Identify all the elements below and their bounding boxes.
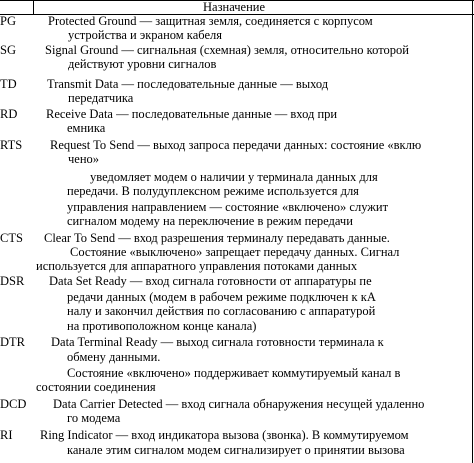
signal-description-line: Data Carrier Detected — вход сигнала обнаружения несущей удаленно (53, 397, 425, 411)
signal-description-line: Ring Indicator — вход индикатора вызова (звонка). В коммутируемом (40, 428, 409, 442)
signal-code: TD (0, 77, 17, 91)
signal-description-line: обмену данными. (67, 350, 161, 364)
signal-description-line: действуют уровни сигналов (68, 57, 217, 71)
signal-code: DCD (0, 397, 27, 411)
signal-description-line: Protected Ground — защитная земля, соединяется с корпусом (48, 14, 373, 28)
signal-description-line: передатчика (68, 91, 134, 105)
signal-description-line: Clear To Send — вход разрешения терминалу передавать данные. (44, 231, 390, 245)
signal-code: CTS (0, 231, 23, 245)
signal-code: RD (0, 107, 18, 121)
signal-description-line: Data Terminal Ready — выход сигнала готовности терминала к (51, 335, 384, 349)
signal-code: RTS (0, 138, 23, 152)
signal-description-line: чено» (68, 152, 100, 166)
signal-description-line: Data Set Ready — вход сигнала готовности от аппаратуры пе (49, 274, 372, 288)
signal-code: SG (0, 43, 16, 57)
column-divider (33, 0, 34, 14)
signal-description-line: Request To Send — выход запроса передачи данных: состояние «вклю (50, 138, 422, 152)
signal-description-line: Transmit Data — последовательные данные — выход (47, 77, 329, 91)
signal-description-line: налу и закончил действия по согласованию с аппаратурой (67, 304, 376, 318)
signal-code: RI (0, 428, 13, 442)
signal-description-line: Состояние «выключено» запрещает передачу данных. Сигнал (70, 245, 400, 259)
signal-description-line: устройства и экраном кабеля (68, 28, 222, 42)
signal-description-line: уведомляет модем о наличии у терминала данных для (90, 170, 378, 184)
signal-code: DSR (0, 274, 25, 288)
signal-description-line: редачи данных (модем в рабочем режиме подключен к кА (67, 290, 376, 304)
signal-description-line: используется для аппаратного управления потоками данных (36, 259, 358, 273)
table-right-border (472, 0, 473, 463)
signal-description-line: емника (67, 121, 106, 135)
signal-description-line: управления направлением — состояние «включено» служит (67, 200, 389, 214)
signal-description-line: канале этим сигналом модем сигнализирует о принятии вызова (67, 443, 405, 457)
signal-description-line: го модема (67, 411, 121, 425)
signal-description-line: Состояние «включено» поддерживает коммутируемый канал в (67, 366, 401, 380)
signal-description-line: Receive Data — последовательные данные — вход при (46, 107, 338, 121)
signal-description-line: на противоположном конце канала) (67, 319, 257, 333)
signal-description-line: сигналом модему на переключение в режим передачи (67, 214, 353, 228)
signal-code: PG (0, 14, 16, 28)
signal-description-line: Signal Ground — сигнальная (схемная) земля, относительно которой (45, 43, 409, 57)
signal-code: DTR (0, 335, 25, 349)
column-header-purpose: Назначение (203, 0, 266, 14)
signal-description-line: состоянии соединения (36, 380, 156, 394)
signal-description-line: передачи. В полудуплексном режиме используется для (67, 184, 359, 198)
